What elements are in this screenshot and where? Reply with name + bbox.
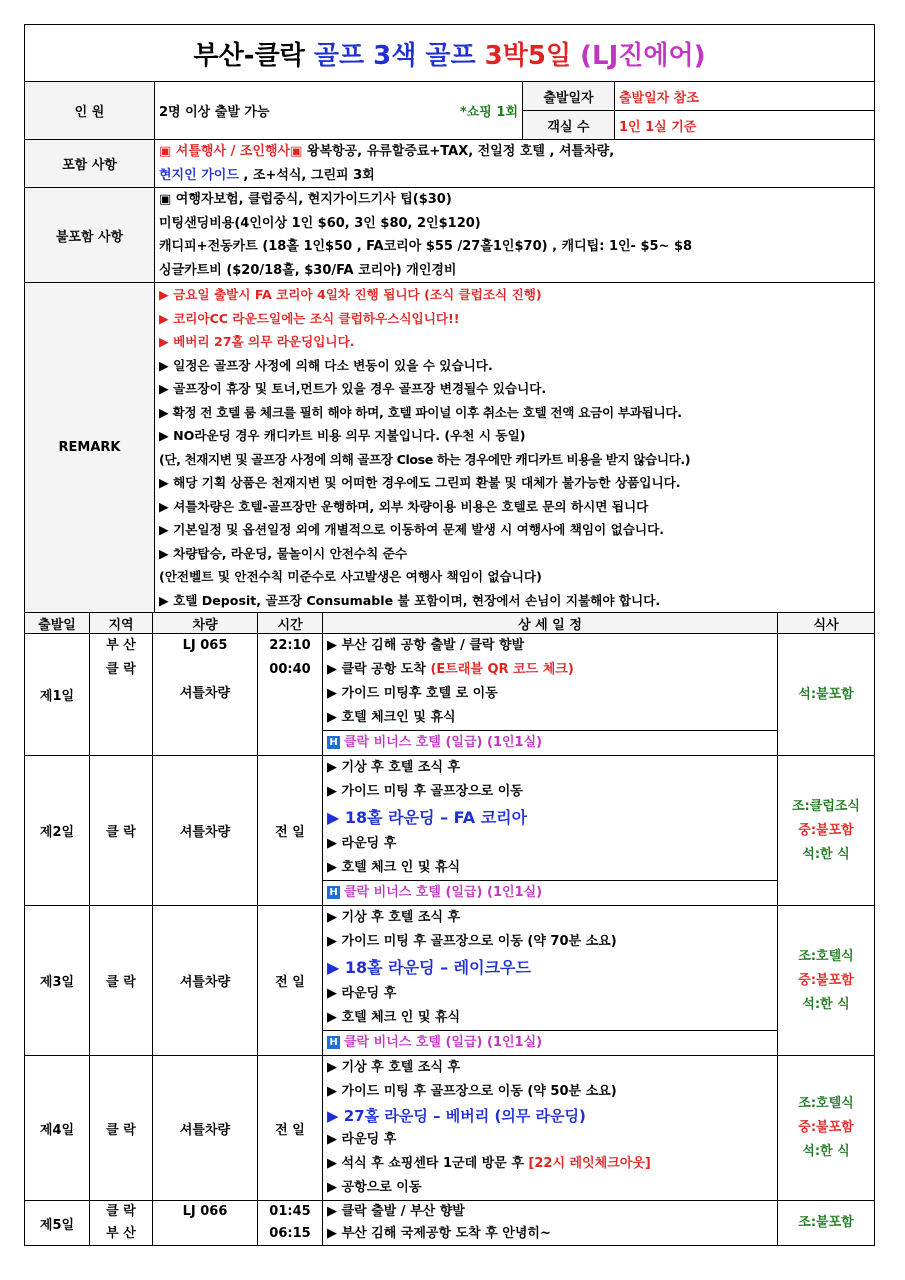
detail-line: ▶ 기상 후 호텔 조식 후 (327, 760, 461, 775)
included-guide: 현지인 가이드 (159, 167, 239, 183)
time-cell: 전 일 (258, 756, 323, 906)
hotel-line (323, 1030, 777, 1055)
title-part1: 부산-클락 (193, 40, 314, 71)
area-cell (90, 634, 153, 756)
title-part3: 3박5일 (484, 40, 581, 71)
header-time: 시간 (258, 613, 323, 634)
detail-line: ▶ 가이드 미팅후 호텔 로 이동 (327, 686, 498, 701)
remark-line: ▶ 확정 전 호텔 룸 체크를 필히 해야 하며, 호텔 파이널 이후 취소는 호텔 전액 요금이 부과됩니다. (159, 404, 682, 420)
time-arrive: 00:40 (269, 662, 311, 677)
detail-cell (323, 634, 778, 756)
depart-value: 출발일자 참조 (615, 82, 875, 111)
shopping-note: *쇼핑 1회 (400, 82, 523, 140)
remark-content (155, 283, 875, 613)
area-to: 부 산 (106, 1226, 136, 1241)
title-part2: 골프 3색 골프 (313, 40, 485, 71)
detail-line: ▶ 기상 후 호텔 조식 후 (327, 910, 461, 925)
page-title (25, 25, 875, 82)
included-rest: 왕복항공, 유류할증료+TAX, 전일정 호텔 , 셔틀차량, (302, 144, 615, 159)
area-cell (90, 1201, 153, 1246)
remark-line: ▶ NO라운딩 경우 캐디카트 비용 의무 지불입니다. (우천 시 동일) (159, 428, 526, 443)
detail-line: ▶ 공항으로 이동 (327, 1180, 422, 1195)
flight-number: LJ 065 (182, 638, 228, 653)
area-from: 부 산 (106, 638, 136, 653)
day-label: 제5일 (25, 1201, 90, 1246)
day-label: 제4일 (25, 1056, 90, 1201)
excluded-content (155, 188, 875, 283)
late-checkout-note: [22시 레잇체크아웃] (528, 1156, 651, 1171)
detail-round: ▶ 18홀 라운딩 – FA 코리아 (327, 808, 528, 827)
depart-label: 출발일자 (523, 82, 615, 111)
header-car: 차량 (153, 613, 258, 634)
summary-table (24, 24, 875, 613)
excluded-line: ▣ 여행자보험, 클럽중식, 현지가이드기사 팁($30) (159, 192, 452, 207)
remark-line: ▶ 해당 기획 상품은 천재지변 및 어떠한 경우에도 그린피 환불 및 대체가 불가능한 상품입니다. (159, 475, 681, 490)
excluded-line: 캐디피+전동카트 (18홀 1인$50 , FA코리아 $55 /27홀1인$70) , 캐디팁: 1인- $5~ $8 (159, 239, 693, 254)
time-cell: 전 일 (258, 1056, 323, 1201)
remark-line: ▶ 일정은 골프장 사정에 의해 다소 변동이 있을 수 있습니다. (159, 357, 493, 373)
remark-line: ▶ 골프장이 휴장 및 토너,먼트가 있을 경우 골프장 변경될수 있습니다. (159, 381, 547, 396)
excluded-line: 미팅샌딩비용(4인이상 1인 $60, 3인 $80, 2인$120) (159, 215, 481, 231)
remark-line: ▶ 베버리 27홀 의무 라운딩입니다. (159, 334, 355, 349)
header-detail: 상 세 일 정 (323, 613, 778, 634)
detail-line: ▶ 클락 출발 / 부산 향발 (327, 1204, 465, 1219)
header-area: 지역 (90, 613, 153, 634)
remark-line: ▶ 셔틀차량은 호텔-골프장만 운행하며, 외부 차량이용 비용은 호텔로 문의 하시면 됩니다 (159, 498, 649, 514)
detail-cell (323, 1056, 778, 1201)
detail-line: ▶ 라운딩 후 (327, 986, 397, 1001)
day-label: 제2일 (25, 756, 90, 906)
people-label: 인 원 (25, 82, 155, 140)
hotel-name: 클락 비너스 호텔 (일급) (1인1실) (344, 735, 543, 750)
meal-lunch: 중:불포함 (798, 972, 854, 988)
detail-line: ▶ 호텔 체크 인 및 휴식 (327, 1010, 461, 1025)
detail-round: ▶ 27홀 라운딩 – 베버리 (의무 라운딩) (327, 1107, 586, 1125)
area-cell: 클 락 (90, 906, 153, 1056)
hotel-icon: H (327, 736, 340, 749)
excluded-label: 불포함 사항 (25, 188, 155, 283)
included-label: 포함 사항 (25, 140, 155, 188)
car-type: 셔틀차량 (153, 756, 258, 906)
meal-cell (778, 1201, 875, 1246)
remark-line: (안전벨트 및 안전수칙 미준수로 사고발생은 여행사 책임이 없습니다) (159, 569, 542, 584)
header-meal: 식사 (778, 613, 875, 634)
detail-line: ▶ 부산 김해 국제공항 도착 후 안녕히~ (327, 1226, 551, 1241)
meal-dinner: 석:한 식 (802, 846, 850, 862)
schedule-row-day3 (25, 906, 875, 1056)
time-cell (258, 1201, 323, 1246)
meal-dinner: 석:한 식 (802, 996, 850, 1012)
hotel-line (323, 730, 777, 755)
included-red: ▣ 셔틀행사 / 조인행사▣ (159, 144, 303, 159)
detail-line: ▶ 가이드 미팅 후 골프장으로 이동 (약 70분 소요) (327, 934, 617, 949)
room-label: 객실 수 (523, 111, 615, 140)
car-type: 셔틀차량 (153, 1056, 258, 1201)
meal-breakfast: 조:호텔식 (798, 1096, 854, 1111)
meal-cell (778, 906, 875, 1056)
detail-line: ▶ 라운딩 후 (327, 836, 397, 851)
area-cell: 클 락 (90, 1056, 153, 1201)
meal-dinner: 석:한 식 (802, 1144, 850, 1159)
car-cell (153, 1201, 258, 1246)
hotel-name: 클락 비너스 호텔 (일급) (1인1실) (344, 1035, 543, 1050)
hotel-icon: H (327, 886, 340, 899)
included-rest2: , 조+석식, 그린피 3회 (238, 167, 375, 183)
remark-label: REMARK (25, 283, 155, 613)
area-from: 클 락 (106, 1204, 136, 1219)
meal-breakfast: 조:불포함 (798, 1215, 854, 1230)
meal-dinner: 석:불포함 (798, 686, 854, 702)
time-cell: 전 일 (258, 906, 323, 1056)
excluded-line: 싱글카트비 ($20/18홀, $30/FA 코리아) 개인경비 (159, 262, 457, 278)
meal-lunch: 중:불포함 (798, 1120, 854, 1135)
time-arrive: 06:15 (269, 1226, 311, 1241)
time-cell (258, 634, 323, 756)
remark-line: ▶ 기본일정 및 옵션일정 외에 개별적으로 이동하여 문제 발생 시 여행사에 책임이 없습니다. (159, 522, 665, 537)
day-label: 제3일 (25, 906, 90, 1056)
schedule-row-day2 (25, 756, 875, 906)
hotel-line (323, 880, 777, 905)
day-label: 제1일 (25, 634, 90, 756)
meal-lunch: 중:불포함 (798, 822, 854, 838)
detail-cell (323, 756, 778, 906)
itinerary-page (24, 24, 874, 1246)
detail-cell (323, 906, 778, 1056)
hotel-icon: H (327, 1036, 340, 1049)
meal-cell (778, 1056, 875, 1201)
detail-line: ▶ 가이드 미팅 후 골프장으로 이동 (약 50분 소요) (327, 1084, 617, 1099)
detail-line: ▶ 부산 김해 공항 출발 / 클락 향발 (327, 638, 525, 653)
remark-line: (단, 천재지변 및 골프장 사정에 의해 골프장 Close 하는 경우에만 캐디카트 비용을 받지 않습니다.) (159, 451, 691, 467)
title-part4: (LJ진에어) (580, 40, 706, 71)
hotel-name: 클락 비너스 호텔 (일급) (1인1실) (344, 885, 543, 900)
remark-line: ▶ 호텔 Deposit, 골프장 Consumable 불 포함이며, 현장에서 손님이 지불해야 합니다. (159, 592, 661, 608)
meal-cell (778, 634, 875, 756)
detail-line: ▶ 호텔 체크 인 및 휴식 (327, 860, 461, 875)
schedule-table (24, 612, 875, 1246)
detail-round: ▶ 18홀 라운딩 – 레이크우드 (327, 958, 531, 977)
schedule-row-day5 (25, 1201, 875, 1246)
header-day: 출발일 (25, 613, 90, 634)
remark-line: ▶ 차량탑승, 라운딩, 물놀이시 안전수칙 준수 (159, 545, 407, 561)
remark-line: ▶ 금요일 출발시 FA 코리아 4일차 진행 됩니다 (조식 클럽조식 진행) (159, 287, 542, 302)
detail-line: ▶ 클락 공항 도착 (E트래블 QR 코드 체크) (327, 662, 574, 677)
schedule-row-day1 (25, 634, 875, 756)
car-cell (153, 634, 258, 756)
detail-line: ▶ 기상 후 호텔 조식 후 (327, 1060, 461, 1075)
remark-line: ▶ 코리아CC 라운드일에는 조식 클럽하우스식입니다!! (159, 310, 460, 326)
car-type: 셔틀차량 (179, 686, 231, 701)
included-content (155, 140, 875, 188)
detail-line: ▶ 라운딩 후 (327, 1132, 397, 1147)
detail-cell (323, 1201, 778, 1246)
area-to: 클 락 (106, 662, 136, 677)
flight-number: LJ 066 (182, 1204, 228, 1219)
detail-line: ▶ 호텔 체크인 및 휴식 (327, 710, 456, 725)
time-depart: 01:45 (269, 1204, 311, 1219)
area-cell: 클 락 (90, 756, 153, 906)
detail-line: ▶ 가이드 미팅 후 골프장으로 이동 (327, 784, 523, 799)
car-type: 셔틀차량 (153, 906, 258, 1056)
qr-check-note: (E트래블 QR 코드 체크) (430, 662, 574, 677)
schedule-row-day4 (25, 1056, 875, 1201)
meal-cell (778, 756, 875, 906)
meal-breakfast: 조:호텔식 (798, 948, 854, 964)
time-depart: 22:10 (269, 638, 311, 653)
detail-line: ▶ 석식 후 쇼핑센타 1군데 방문 후 [22시 레잇체크아웃] (327, 1156, 651, 1171)
room-value: 1인 1실 기준 (615, 111, 875, 140)
people-value: 2명 이상 출발 가능 (155, 82, 400, 140)
meal-breakfast: 조:클럽조식 (792, 798, 860, 814)
